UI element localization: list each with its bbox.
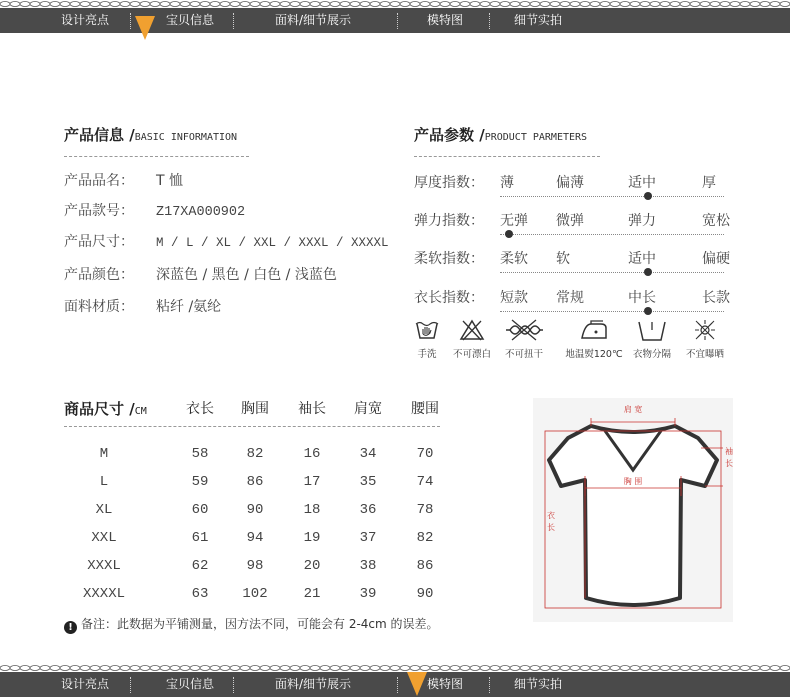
param-option: 偏硬 — [702, 251, 730, 267]
info-label: 产品款号： — [64, 203, 134, 219]
column-header-sleeve: 袖长 — [298, 401, 326, 417]
tab-design-highlights[interactable]: 设计亮点 — [60, 13, 109, 27]
wash-separately-icon — [637, 318, 667, 342]
param-option: 常规 — [556, 290, 584, 306]
measurement-note — [64, 615, 439, 634]
size-label: XXXL — [87, 558, 121, 574]
no-bleach-icon — [459, 318, 485, 342]
size-label: M — [99, 446, 109, 462]
param-track — [500, 234, 724, 235]
length-label: 衣长 — [547, 511, 555, 532]
top-nav-bar — [0, 0, 790, 33]
table-cell: 35 — [359, 474, 377, 490]
tab-detail-photos[interactable]: 细节实拍 — [513, 677, 562, 691]
nav-separator — [489, 677, 490, 693]
table-cell: 58 — [191, 446, 209, 462]
tab-fabric-details[interactable]: 面料/细节展示 — [274, 13, 352, 27]
param-indicator-dot — [505, 230, 513, 238]
param-option: 长款 — [702, 290, 730, 306]
table-cell: 20 — [303, 558, 321, 574]
product-params-title — [414, 124, 587, 145]
care-item — [442, 318, 502, 360]
product-info-subtitle: BASIC INFORMATION — [134, 132, 238, 143]
column-header-length: 衣长 — [186, 401, 214, 417]
param-track — [500, 196, 724, 197]
param-option: 中长 — [628, 290, 656, 306]
table-cell: 16 — [303, 446, 321, 462]
column-header-waist: 腰围 — [411, 401, 439, 417]
nav-separator — [489, 13, 490, 29]
info-value: T 恤 — [156, 173, 184, 189]
info-label: 产品品名： — [64, 173, 134, 189]
param-indicator-dot — [644, 307, 652, 315]
param-option: 适中 — [628, 175, 656, 191]
active-tab-pointer — [407, 672, 427, 696]
table-cell: 36 — [359, 502, 377, 518]
tab-model-photos[interactable]: 模特图 — [426, 677, 463, 691]
note-text: 备注：此数据为平铺测量，因方法不同，可能会有 2-4cm 的误差。 — [81, 617, 439, 631]
nav-separator — [397, 677, 398, 693]
size-table-title-text: 商品尺寸 / — [64, 400, 135, 418]
info-row-style-number — [64, 200, 245, 220]
param-option: 弹力 — [628, 213, 656, 229]
table-cell: 86 — [246, 474, 264, 490]
table-cell: 60 — [191, 502, 209, 518]
table-cell: 90 — [246, 502, 264, 518]
table-cell: 19 — [303, 530, 321, 546]
param-option: 薄 — [500, 175, 514, 191]
param-option: 宽松 — [702, 213, 730, 229]
table-cell: 21 — [303, 586, 321, 602]
info-value: M / L / XL / XXL / XXXL / XXXXL — [156, 236, 389, 250]
table-cell: 38 — [359, 558, 377, 574]
param-option: 短款 — [500, 290, 528, 306]
param-track — [500, 311, 724, 312]
product-params-title-text: 产品参数 / — [414, 126, 485, 144]
care-label: 手洗 — [417, 349, 437, 360]
param-row — [414, 210, 730, 236]
param-option: 适中 — [628, 251, 656, 267]
table-cell: 94 — [246, 530, 264, 546]
table-cell: 74 — [416, 474, 434, 490]
chain-border-top — [0, 0, 790, 8]
info-value: 粘纤 /氨纶 — [156, 299, 222, 315]
active-tab-pointer — [135, 16, 155, 40]
care-label: 不宜曝晒 — [685, 349, 724, 360]
info-value: 深蓝色 / 黑色 / 白色 / 浅蓝色 — [156, 267, 337, 283]
param-indicator-dot — [644, 268, 652, 276]
param-row — [414, 172, 724, 198]
table-cell: 70 — [416, 446, 434, 462]
info-label: 产品颜色： — [64, 267, 134, 283]
tab-model-photos[interactable]: 模特图 — [426, 13, 463, 27]
tab-product-info[interactable]: 宝贝信息 — [165, 13, 214, 27]
table-cell: 63 — [191, 586, 209, 602]
param-option: 厚 — [702, 175, 716, 191]
product-info-title-text: 产品信息 / — [64, 126, 135, 144]
table-cell: 86 — [416, 558, 434, 574]
info-row-sizes — [64, 231, 389, 251]
tab-product-info[interactable]: 宝贝信息 — [165, 677, 214, 691]
table-cell: 98 — [246, 558, 264, 574]
table-cell: 17 — [303, 474, 321, 490]
info-row-name — [64, 170, 183, 190]
table-cell: 82 — [416, 530, 434, 546]
no-wring-icon — [504, 318, 544, 342]
size-label: XL — [95, 502, 113, 518]
table-cell: 82 — [246, 446, 264, 462]
warning-icon: ! — [64, 621, 77, 634]
table-cell: 59 — [191, 474, 209, 490]
info-value: Z17XA000902 — [156, 205, 246, 220]
param-label: 柔软指数： — [414, 251, 484, 267]
bottom-nav-bar — [0, 664, 790, 697]
size-label: XXL — [91, 530, 117, 546]
product-info-title — [64, 124, 237, 145]
divider — [414, 156, 600, 157]
care-label: 衣物分隔 — [632, 349, 671, 360]
param-label: 厚度指数： — [414, 175, 484, 191]
shoulder-label: 肩 宽 — [623, 405, 643, 414]
hand-wash-icon — [414, 318, 440, 342]
no-sun-dry-icon — [692, 318, 718, 342]
param-option: 软 — [556, 251, 570, 267]
param-label: 弹力指数： — [414, 213, 484, 229]
care-label: 不可漂白 — [452, 349, 491, 360]
low-iron-icon — [579, 318, 609, 342]
info-label: 面料材质： — [64, 299, 134, 315]
param-row — [414, 287, 730, 313]
tab-detail-photos[interactable]: 细节实拍 — [513, 13, 562, 27]
product-params-subtitle: PRODUCT PARMETERS — [484, 132, 588, 143]
sleeve-label: 袖长 — [725, 447, 733, 468]
care-item — [622, 318, 682, 360]
table-cell: 90 — [416, 586, 434, 602]
divider — [64, 156, 249, 157]
column-header-chest: 胸围 — [241, 401, 269, 417]
chest-label: 胸 围 — [623, 477, 643, 486]
table-cell: 78 — [416, 502, 434, 518]
table-cell: 37 — [359, 530, 377, 546]
table-cell: 18 — [303, 502, 321, 518]
table-cell: 102 — [242, 586, 268, 602]
care-label: 不可扭干 — [504, 349, 543, 360]
nav-separator — [233, 13, 234, 29]
shirt-diagram — [533, 398, 733, 622]
care-item — [675, 318, 735, 360]
care-item — [494, 318, 554, 360]
divider — [64, 426, 440, 427]
nav-separator — [233, 677, 234, 693]
chain-border-bottom — [0, 664, 790, 672]
info-label: 产品尺寸： — [64, 234, 134, 250]
table-cell: 39 — [359, 586, 377, 602]
table-cell: 34 — [359, 446, 377, 462]
info-row-colors — [64, 264, 337, 284]
care-item — [559, 318, 629, 360]
table-cell: 62 — [191, 558, 209, 574]
nav-separator — [397, 13, 398, 29]
param-row — [414, 248, 730, 274]
tshirt-icon — [533, 398, 733, 622]
param-indicator-dot — [644, 192, 652, 200]
care-label: 地温熨120℃ — [565, 349, 623, 360]
column-header-shoulder: 肩宽 — [354, 401, 382, 417]
param-option: 柔软 — [500, 251, 528, 267]
info-row-material — [64, 296, 221, 316]
param-option: 偏薄 — [556, 175, 584, 191]
size-table-unit: CM — [134, 406, 147, 417]
size-label: XXXXL — [82, 586, 125, 602]
nav-separator — [130, 13, 131, 29]
tab-design-highlights[interactable]: 设计亮点 — [60, 677, 109, 691]
table-cell: 61 — [191, 530, 209, 546]
size-label: L — [99, 474, 109, 490]
param-label: 衣长指数： — [414, 290, 484, 306]
param-option: 微弹 — [556, 213, 584, 229]
param-track — [500, 272, 724, 273]
size-table-title — [64, 398, 147, 419]
param-option: 无弹 — [500, 213, 528, 229]
nav-separator — [130, 677, 131, 693]
tab-fabric-details[interactable]: 面料/细节展示 — [274, 677, 352, 691]
